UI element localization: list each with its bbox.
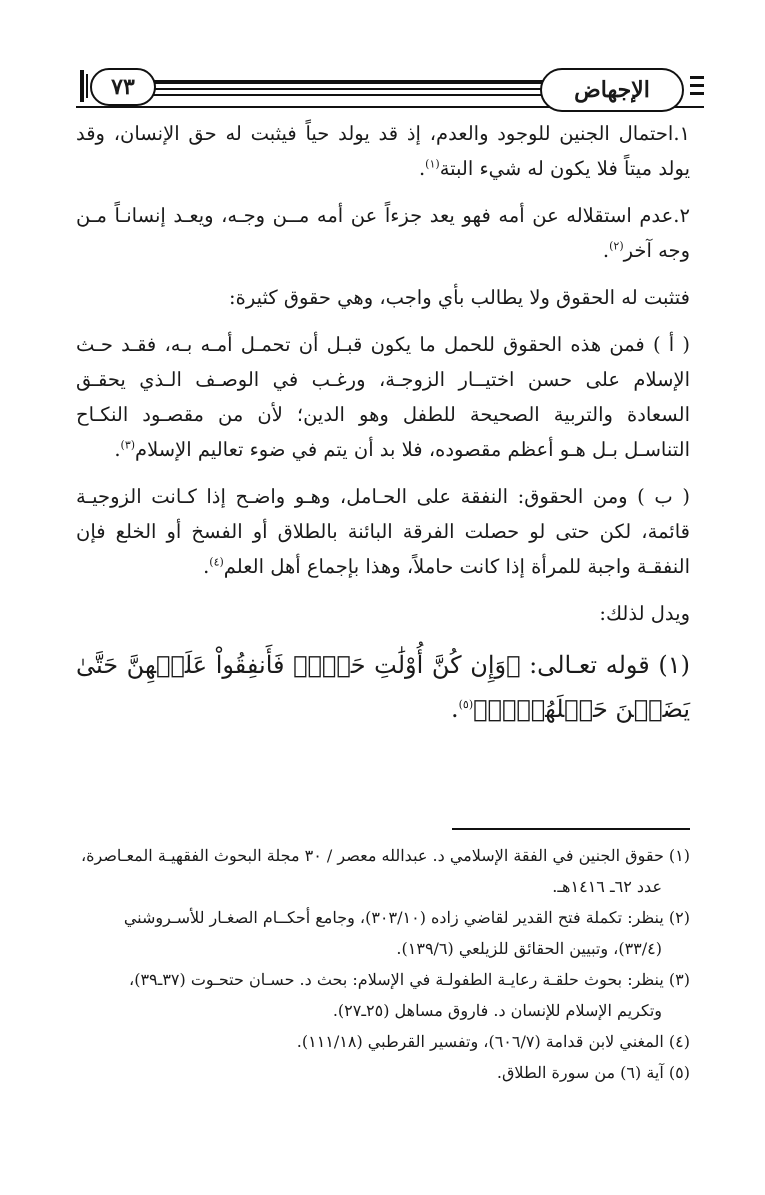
header-ornament-right <box>690 84 704 87</box>
quran-verse: وَإِن كُنَّ أُوْلَٰتِ حَمۡلٖ فَأَنفِقُواْ عَلَيۡهِنَّ حَتَّىٰ يَضَعۡنَ حَمۡلَهُنَّۚ <box>76 651 690 723</box>
paragraph-2 <box>76 198 690 268</box>
footnote-ref[interactable]: (٣) <box>120 438 136 452</box>
footnote-1: (١) حقوق الجنين في الفقة الإسلامي د. عبدالله معصر / ٣٠ مجلة البحوث الفقهيـة المعـاصرة، <box>80 846 690 865</box>
header-rule-thin <box>136 94 574 96</box>
paragraph-end: . <box>114 438 121 461</box>
footnote-ref[interactable]: (٢) <box>609 239 624 253</box>
header-ornament-left <box>80 70 84 102</box>
paragraph-end: . <box>203 555 210 578</box>
citation-close: ﴾ <box>473 695 488 723</box>
header-rule-thick <box>136 80 574 84</box>
header-rule-thin <box>136 88 574 90</box>
footnote-ref[interactable]: (١) <box>425 157 440 171</box>
header-ornament-right <box>690 76 704 79</box>
footnote-5: (٥) آية (٦) من سورة الطلاق. <box>496 1063 690 1082</box>
footnote-3-continued: وتكريم الإسلام للإنسان د. فاروق مساهل (٢٥ـ٢٧). <box>332 1001 662 1020</box>
paragraph-text: ١.احتمال الجنين للوجود والعدم، إذ قد يولد حياً فيثبت له حق الإنسان، وقد يولد ميتاً فلا يكون له شيء البتة <box>76 122 690 180</box>
page-number: ٧٣ <box>90 68 156 106</box>
footnote-1-continued: عدد ٦٢ـ ١٤١٦هـ. <box>552 877 662 896</box>
footnote-ref[interactable]: (٥) <box>458 698 474 711</box>
header-ornament-right <box>690 92 704 95</box>
footnote-3: (٣) ينظر: بحوث حلقـة رعايـة الطفولـة في الإسلام: بحث د. حسـان حتحـوت (٣٧ـ٣٩)، <box>129 970 690 989</box>
paragraph-3: فتثبت له الحقوق ولا يطالب بأي واجب، وهي حقوق كثيرة: <box>229 286 690 309</box>
chapter-title: الإجهاض <box>540 68 684 112</box>
main-text <box>76 116 690 743</box>
paragraph-end: . <box>418 157 426 180</box>
quran-citation <box>76 643 690 731</box>
paragraph-5 <box>76 479 690 584</box>
footnotes <box>76 840 690 1088</box>
footnote-separator <box>452 828 690 830</box>
footnote-2: (٢) ينظر: تكملة فتح القدير لقاضي زاده (٣٠٣/١٠)، وجامع أحكــام الصغـار للأسـروشني <box>123 908 690 927</box>
paragraph-4 <box>76 327 690 467</box>
footnote-4: (٤) المغني لابن قدامة (٦٠٦/٧)، وتفسير القرطبي (١١١/١٨). <box>296 1032 690 1051</box>
citation-prefix: (١) قوله تعـالى: ﴿ <box>506 651 690 679</box>
paragraph-text: ( ب ) ومن الحقوق: النفقة على الحـامل، وهـو واضـح إذا كـانت الزوجيـة قائمة، لكن حتى لو حصلت الفرقة البائنة بالطلاق أو الفسخ أو الخلع فإن النفقـة واجبة للمرأة إذا كانت حاملاً، وهذا بإجماع أهل العلم <box>76 485 690 578</box>
paragraph-text: ٢.عدم استقلاله عن أمه فهو يعد جزءاً عن أمه مــن وجـه، ويعـد إنسانـاً مـن وجه آخر <box>76 204 690 262</box>
paragraph-6: ويدل لذلك: <box>599 602 690 625</box>
footnote-ref[interactable]: (٤) <box>209 555 224 569</box>
paragraph-end: . <box>450 695 459 723</box>
header-ornament-left-inner <box>86 74 88 98</box>
paragraph-text: ( أ ) فمن هذه الحقوق للحمل ما يكون قبـل أن تحمـل أمـه بـه، فقـد حـث الإسلام على حسن اختيــار الزوجـة، ورغـب في الوصـف الـذي يحقـق السعادة والتربية الصحيحة للطفل وهو الدين؛ لأن من مقصـود النكـاح التناسـل بـل هـو أعظم مقصوده، فلا بد أن يتم في ضوء تعاليم الإسلام <box>76 333 690 461</box>
paragraph-1 <box>76 116 690 186</box>
paragraph-end: . <box>602 239 610 262</box>
footnote-2-continued: (٣٣/٤)، وتبيين الحقائق للزيلعي (١٣٩/٦). <box>396 939 662 958</box>
